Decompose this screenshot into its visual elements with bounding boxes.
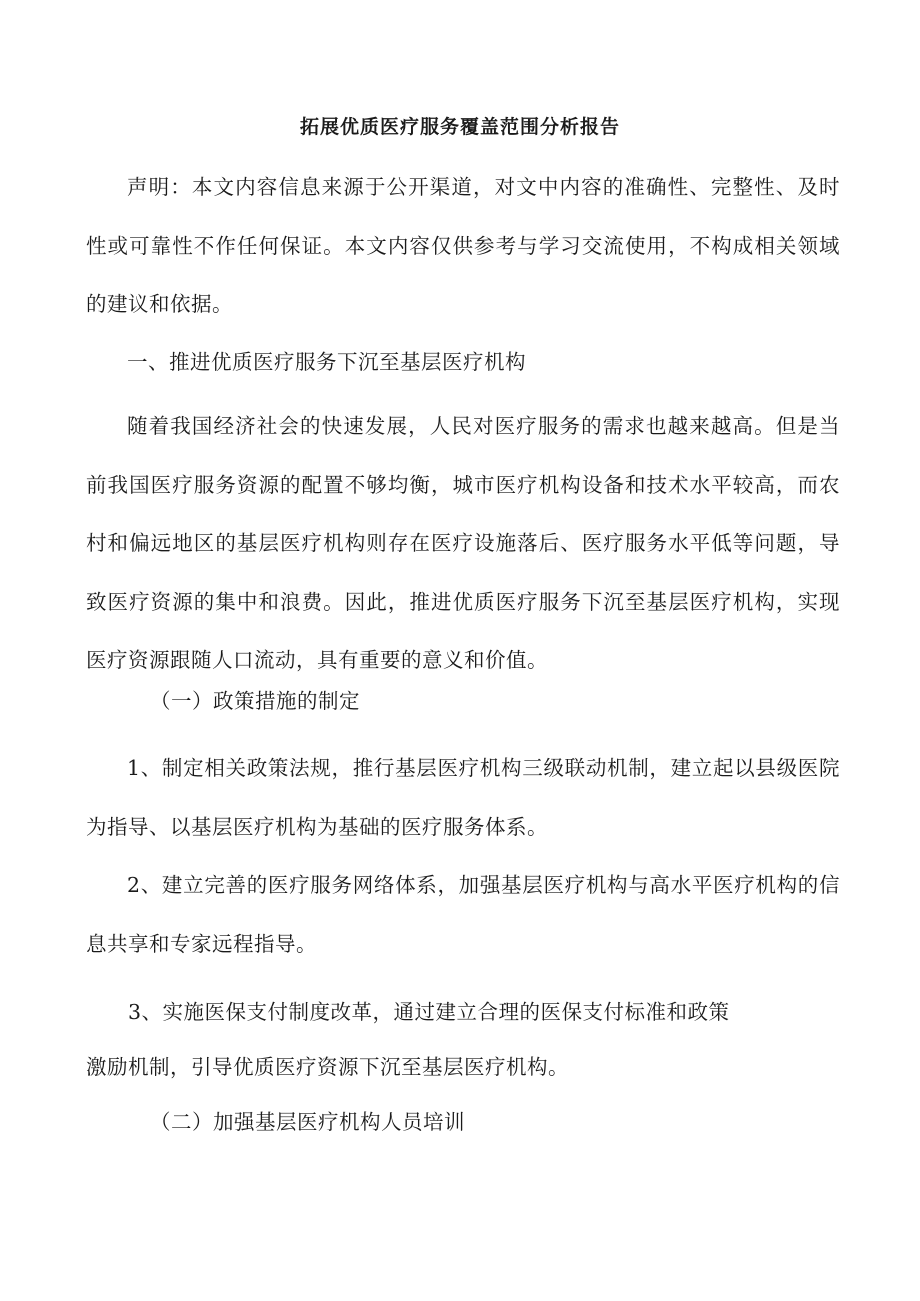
policy-item-3-line-2: 激励机制，引导优质医疗资源下沉至基层医疗机构。 bbox=[86, 1055, 569, 1079]
document-title: 拓展优质医疗服务覆盖范围分析报告 bbox=[299, 116, 620, 138]
section-1-intro-paragraph: 随着我国经济社会的快速发展，人民对医疗服务的需求也越来越高。但是当前我国医疗服务资源的配置不够均衡，城市医疗机构设备和技术水平较高，而农村和偏远地区的基层医疗机构则存在医疗设施落后、医疗服务水平低等问题，导致医疗资源的集中和浪费。因此，推进优质医疗服务下沉至基层医疗机构，实现医疗资源跟随人口流动，具有重要的意义和价值。 bbox=[86, 414, 840, 672]
policy-item-1: 1、制定相关政策法规，推行基层医疗机构三级联动机制，建立起以县级医院为指导、以基层医疗机构为基础的医疗服务体系。 bbox=[86, 756, 840, 839]
section-heading-1: 一、推进优质医疗服务下沉至基层医疗机构 bbox=[127, 350, 526, 374]
policy-item-3-line-1: 3、实施医保支付制度改革，通过建立合理的医保支付标准和政策 bbox=[128, 1000, 730, 1024]
subsection-heading-1: （一）政策措施的制定 bbox=[150, 689, 360, 713]
disclaimer-paragraph: 声明：本文内容信息来源于公开渠道，对文中内容的准确性、完整性、及时性或可靠性不作任何保证。本文内容仅供参考与学习交流使用，不构成相关领域的建议和依据。 bbox=[86, 175, 840, 316]
subsection-heading-2: （二）加强基层医疗机构人员培训 bbox=[150, 1110, 465, 1134]
policy-item-2: 2、建立完善的医疗服务网络体系，加强基层医疗机构与高水平医疗机构的信息共享和专家远程指导。 bbox=[86, 873, 840, 956]
